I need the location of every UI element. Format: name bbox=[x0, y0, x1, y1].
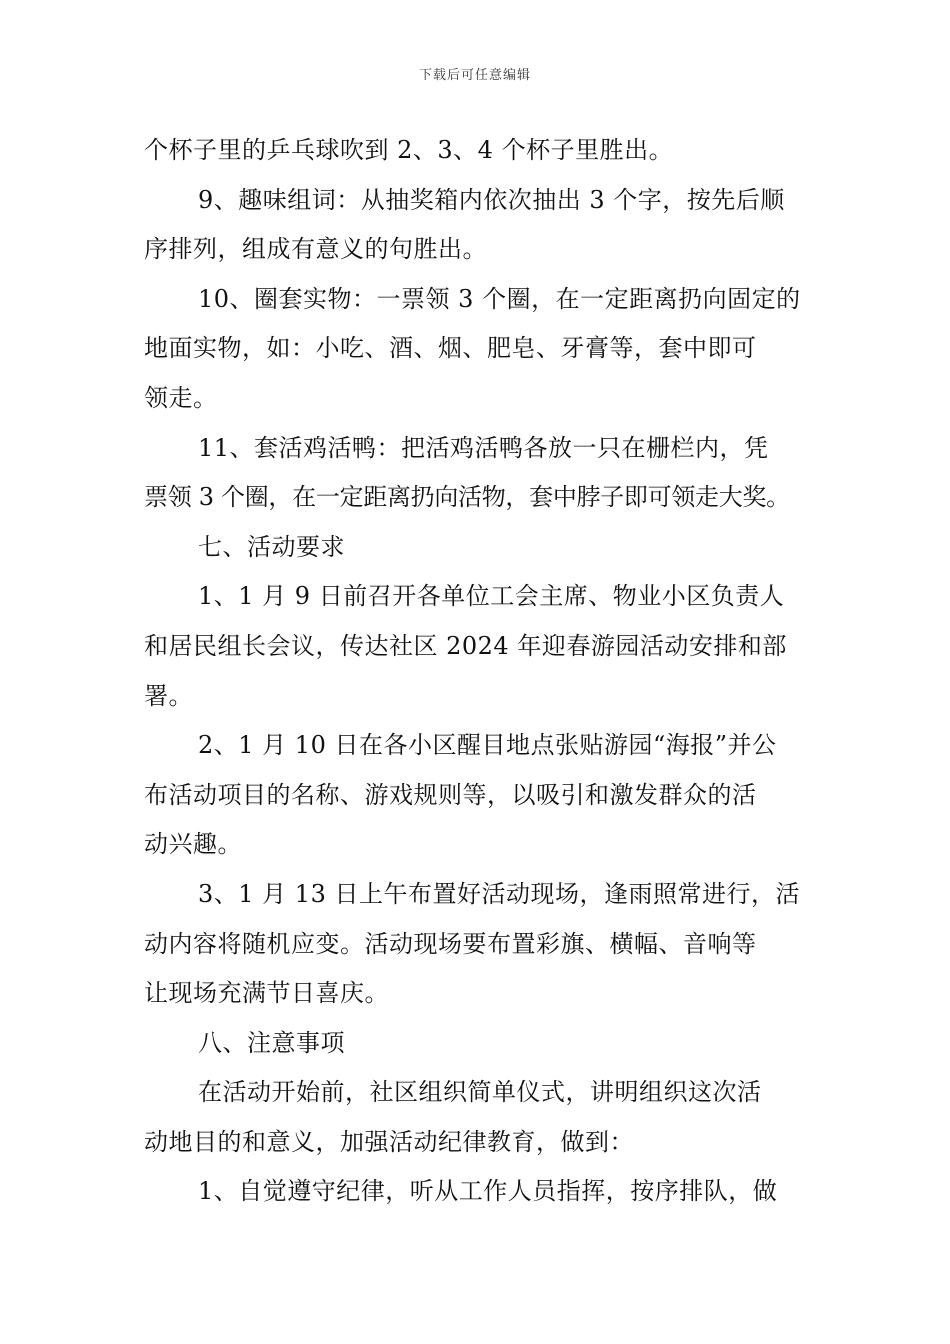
text-line: 序排列，组成有意义的句胜出。 bbox=[144, 235, 487, 264]
text-line: 在活动开始前，社区组织简单仪式，讲明组织这次活 bbox=[198, 1078, 762, 1107]
text-line: 3、1 月 13 日上午布置好活动现场，逢雨照常进行，活 bbox=[198, 879, 800, 908]
text-line: 9、趣味组词：从抽奖箱内依次抽出 3 个字，按先后顺 bbox=[198, 185, 785, 214]
text-line: 让现场充满节日喜庆。 bbox=[144, 979, 389, 1008]
text-line: 1、1 月 9 日前召开各单位工会主席、物业小区负责人 bbox=[198, 582, 785, 611]
text-line: 动内容将随机应变。活动现场要布置彩旗、横幅、音响等 bbox=[144, 929, 757, 958]
text-line: 个杯子里的乒乓球吹到 2、3、4 个杯子里胜出。 bbox=[144, 136, 674, 164]
text-line: 布活动项目的名称、游戏规则等，以吸引和激发群众的活 bbox=[144, 780, 757, 809]
text-line: 2、1 月 10 日在各小区醒目地点张贴游园“海报”并公 bbox=[198, 731, 777, 760]
text-line: 动地目的和意义，加强活动纪律教育，做到： bbox=[144, 1127, 634, 1156]
page-header-note: 下载后可任意编辑 bbox=[418, 68, 531, 83]
text-line: 1、自觉遵守纪律，听从工作人员指挥，按序排队，做 bbox=[198, 1177, 778, 1206]
text-line: 地面实物，如：小吃、酒、烟、肥皂、牙膏等，套中即可 bbox=[144, 334, 757, 363]
text-line: 动兴趣。 bbox=[144, 830, 242, 859]
section-heading: 八、注意事项 bbox=[198, 1028, 345, 1057]
section-heading: 七、活动要求 bbox=[198, 532, 345, 561]
text-line: 和居民组长会议，传达社区 2024 年迎春游园活动安排和部 bbox=[144, 631, 787, 660]
text-line: 10、圈套实物：一票领 3 个圈，在一定距离扔向固定的 bbox=[198, 284, 801, 313]
text-line: 票领 3 个圈，在一定距离扔向活物，套中脖子即可领走大奖。 bbox=[144, 483, 790, 512]
document-body bbox=[144, 126, 809, 1217]
text-line: 领走。 bbox=[144, 383, 218, 412]
text-line: 署。 bbox=[144, 681, 193, 710]
text-line: 11、套活鸡活鸭：把活鸡活鸭各放一只在栅栏内，凭 bbox=[198, 433, 769, 462]
